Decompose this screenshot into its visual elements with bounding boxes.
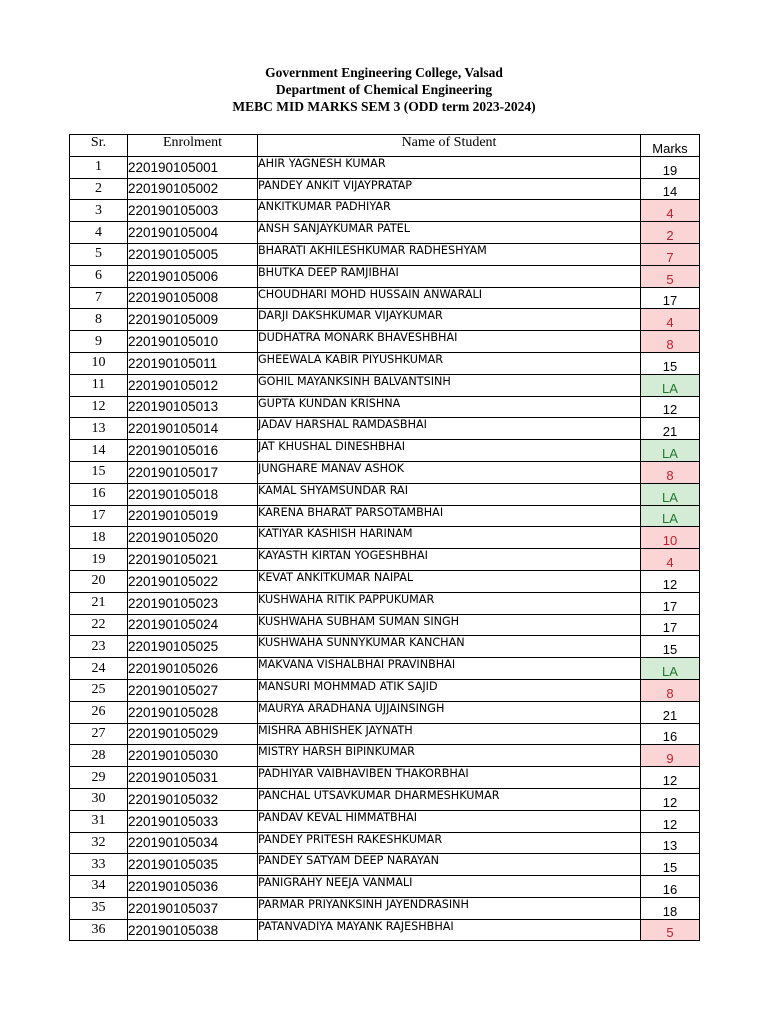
sr-cell: 23 xyxy=(70,636,128,658)
table-row xyxy=(70,331,700,353)
marks-cell: 18 xyxy=(641,897,700,919)
student-name-cell: DUDHATRA MONARK BHAVESHBHAI xyxy=(258,331,641,353)
student-name-cell: PANCHAL UTSAVKUMAR DHARMESHKUMAR xyxy=(258,788,641,810)
sr-cell: 36 xyxy=(70,919,128,941)
student-name-cell: JAT KHUSHAL DINESHBHAI xyxy=(258,440,641,462)
marks-cell: 12 xyxy=(641,810,700,832)
marks-cell: 13 xyxy=(641,832,700,854)
column-header-enrolment: Enrolment xyxy=(128,135,258,157)
table-row xyxy=(70,614,700,636)
enrolment-cell: 220190105003 xyxy=(128,200,258,222)
table-row xyxy=(70,461,700,483)
table-row xyxy=(70,897,700,919)
student-name-cell: KAYASTH KIRTAN YOGESHBHAI xyxy=(258,549,641,571)
marks-cell: 16 xyxy=(641,723,700,745)
sr-cell: 25 xyxy=(70,679,128,701)
table-row xyxy=(70,854,700,876)
enrolment-cell: 220190105021 xyxy=(128,549,258,571)
enrolment-cell: 220190105005 xyxy=(128,243,258,265)
table-row xyxy=(70,810,700,832)
column-header-marks: Marks xyxy=(641,135,700,157)
table-row xyxy=(70,418,700,440)
sr-cell: 13 xyxy=(70,418,128,440)
student-name-cell: KEVAT ANKITKUMAR NAIPAL xyxy=(258,570,641,592)
table-row xyxy=(70,440,700,462)
marks-cell: 12 xyxy=(641,396,700,418)
college-name: Government Engineering College, Valsad xyxy=(265,65,503,80)
marks-table xyxy=(69,134,700,941)
marks-cell: 5 xyxy=(641,265,700,287)
sr-cell: 15 xyxy=(70,461,128,483)
table-row xyxy=(70,287,700,309)
table-row xyxy=(70,505,700,527)
marks-cell: LA xyxy=(641,505,700,527)
enrolment-cell: 220190105020 xyxy=(128,527,258,549)
table-row xyxy=(70,265,700,287)
marks-cell: 17 xyxy=(641,614,700,636)
student-name-cell: KUSHWAHA RITIK PAPPUKUMAR xyxy=(258,592,641,614)
enrolment-cell: 220190105022 xyxy=(128,570,258,592)
sr-cell: 26 xyxy=(70,701,128,723)
marks-cell: 12 xyxy=(641,788,700,810)
table-row xyxy=(70,527,700,549)
enrolment-cell: 220190105008 xyxy=(128,287,258,309)
sr-cell: 21 xyxy=(70,592,128,614)
student-name-cell: KATIYAR KASHISH HARINAM xyxy=(258,527,641,549)
sr-cell: 12 xyxy=(70,396,128,418)
enrolment-cell: 220190105002 xyxy=(128,178,258,200)
enrolment-cell: 220190105025 xyxy=(128,636,258,658)
table-row xyxy=(70,374,700,396)
sr-cell: 6 xyxy=(70,265,128,287)
student-name-cell: GUPTA KUNDAN KRISHNA xyxy=(258,396,641,418)
student-name-cell: PANDEY ANKIT VIJAYPRATAP xyxy=(258,178,641,200)
marks-cell: 15 xyxy=(641,854,700,876)
document-header xyxy=(0,64,768,115)
marks-cell: 14 xyxy=(641,178,700,200)
student-name-cell: JADAV HARSHAL RAMDASBHAI xyxy=(258,418,641,440)
enrolment-cell: 220190105028 xyxy=(128,701,258,723)
marks-cell: 4 xyxy=(641,309,700,331)
table-row xyxy=(70,570,700,592)
sr-cell: 5 xyxy=(70,243,128,265)
marks-cell: 12 xyxy=(641,570,700,592)
marks-cell: 21 xyxy=(641,701,700,723)
sr-cell: 17 xyxy=(70,505,128,527)
marks-cell: 7 xyxy=(641,243,700,265)
enrolment-cell: 220190105016 xyxy=(128,440,258,462)
enrolment-cell: 220190105029 xyxy=(128,723,258,745)
column-header-name: Name of Student xyxy=(258,135,641,157)
marks-cell: 19 xyxy=(641,156,700,178)
marks-cell: 2 xyxy=(641,222,700,244)
marks-cell: 4 xyxy=(641,200,700,222)
enrolment-cell: 220190105033 xyxy=(128,810,258,832)
document-title: MEBC MID MARKS SEM 3 (ODD term 2023-2024) xyxy=(232,99,536,114)
sr-cell: 18 xyxy=(70,527,128,549)
enrolment-cell: 220190105027 xyxy=(128,679,258,701)
student-name-cell: PANDEY SATYAM DEEP NARAYAN xyxy=(258,854,641,876)
marks-cell: LA xyxy=(641,440,700,462)
marks-cell: 5 xyxy=(641,919,700,941)
marks-cell: LA xyxy=(641,483,700,505)
student-name-cell: BHUTKA DEEP RAMJIBHAI xyxy=(258,265,641,287)
marks-cell: 8 xyxy=(641,461,700,483)
sr-cell: 35 xyxy=(70,897,128,919)
sr-cell: 33 xyxy=(70,854,128,876)
sr-cell: 27 xyxy=(70,723,128,745)
sr-cell: 22 xyxy=(70,614,128,636)
table-row xyxy=(70,701,700,723)
enrolment-cell: 220190105001 xyxy=(128,156,258,178)
sr-cell: 11 xyxy=(70,374,128,396)
enrolment-cell: 220190105030 xyxy=(128,745,258,767)
sr-cell: 10 xyxy=(70,352,128,374)
sr-cell: 20 xyxy=(70,570,128,592)
student-name-cell: PATANVADIYA MAYANK RAJESHBHAI xyxy=(258,919,641,941)
sr-cell: 7 xyxy=(70,287,128,309)
sr-cell: 1 xyxy=(70,156,128,178)
sr-cell: 34 xyxy=(70,876,128,898)
enrolment-cell: 220190105009 xyxy=(128,309,258,331)
student-name-cell: PADHIYAR VAIBHAVIBEN THAKORBHAI xyxy=(258,767,641,789)
sr-cell: 31 xyxy=(70,810,128,832)
enrolment-cell: 220190105034 xyxy=(128,832,258,854)
enrolment-cell: 220190105032 xyxy=(128,788,258,810)
sr-cell: 8 xyxy=(70,309,128,331)
student-name-cell: PANDAV KEVAL HIMMATBHAI xyxy=(258,810,641,832)
table-row xyxy=(70,788,700,810)
table-row xyxy=(70,200,700,222)
table-row xyxy=(70,243,700,265)
marks-cell: 8 xyxy=(641,679,700,701)
marks-cell: 15 xyxy=(641,352,700,374)
student-name-cell: MAURYA ARADHANA UJJAINSINGH xyxy=(258,701,641,723)
student-name-cell: JUNGHARE MANAV ASHOK xyxy=(258,461,641,483)
enrolment-cell: 220190105017 xyxy=(128,461,258,483)
sr-cell: 28 xyxy=(70,745,128,767)
student-name-cell: KAMAL SHYAMSUNDAR RAI xyxy=(258,483,641,505)
department-name: Department of Chemical Engineering xyxy=(275,82,493,97)
marks-cell: 16 xyxy=(641,876,700,898)
sr-cell: 14 xyxy=(70,440,128,462)
enrolment-cell: 220190105012 xyxy=(128,374,258,396)
table-row xyxy=(70,679,700,701)
enrolment-cell: 220190105037 xyxy=(128,897,258,919)
enrolment-cell: 220190105010 xyxy=(128,331,258,353)
student-name-cell: GHEEWALA KABIR PIYUSHKUMAR xyxy=(258,352,641,374)
student-name-cell: CHOUDHARI MOHD HUSSAIN ANWARALI xyxy=(258,287,641,309)
table-row xyxy=(70,876,700,898)
table-header-row xyxy=(70,135,700,157)
sr-cell: 19 xyxy=(70,549,128,571)
table-row xyxy=(70,832,700,854)
sr-cell: 32 xyxy=(70,832,128,854)
marks-cell: 10 xyxy=(641,527,700,549)
enrolment-cell: 220190105018 xyxy=(128,483,258,505)
student-name-cell: BHARATI AKHILESHKUMAR RADHESHYAM xyxy=(258,243,641,265)
enrolment-cell: 220190105038 xyxy=(128,919,258,941)
table-row xyxy=(70,549,700,571)
sr-cell: 16 xyxy=(70,483,128,505)
student-name-cell: ANKITKUMAR PADHIYAR xyxy=(258,200,641,222)
student-name-cell: KUSHWAHA SUNNYKUMAR KANCHAN xyxy=(258,636,641,658)
student-name-cell: MISTRY HARSH BIPINKUMAR xyxy=(258,745,641,767)
table-row xyxy=(70,592,700,614)
student-name-cell: PARMAR PRIYANKSINH JAYENDRASINH xyxy=(258,897,641,919)
table-row xyxy=(70,745,700,767)
enrolment-cell: 220190105023 xyxy=(128,592,258,614)
column-header-sr: Sr. xyxy=(70,135,128,157)
marks-cell: 9 xyxy=(641,745,700,767)
sr-cell: 24 xyxy=(70,658,128,680)
student-name-cell: KARENA BHARAT PARSOTAMBHAI xyxy=(258,505,641,527)
student-name-cell: AHIR YAGNESH KUMAR xyxy=(258,156,641,178)
sr-cell: 29 xyxy=(70,767,128,789)
table-row xyxy=(70,658,700,680)
sr-cell: 3 xyxy=(70,200,128,222)
enrolment-cell: 220190105019 xyxy=(128,505,258,527)
student-name-cell: MAKVANA VISHALBHAI PRAVINBHAI xyxy=(258,658,641,680)
enrolment-cell: 220190105024 xyxy=(128,614,258,636)
table-row xyxy=(70,767,700,789)
marks-cell: LA xyxy=(641,374,700,396)
student-name-cell: PANDEY PRITESH RAKESHKUMAR xyxy=(258,832,641,854)
table-row xyxy=(70,723,700,745)
student-name-cell: MISHRA ABHISHEK JAYNATH xyxy=(258,723,641,745)
table-row xyxy=(70,178,700,200)
sr-cell: 4 xyxy=(70,222,128,244)
table-row xyxy=(70,156,700,178)
table-row xyxy=(70,309,700,331)
enrolment-cell: 220190105013 xyxy=(128,396,258,418)
student-name-cell: GOHIL MAYANKSINH BALVANTSINH xyxy=(258,374,641,396)
sr-cell: 9 xyxy=(70,331,128,353)
marks-cell: 12 xyxy=(641,767,700,789)
table-row xyxy=(70,636,700,658)
enrolment-cell: 220190105014 xyxy=(128,418,258,440)
marks-cell: 17 xyxy=(641,287,700,309)
student-name-cell: KUSHWAHA SUBHAM SUMAN SINGH xyxy=(258,614,641,636)
marks-cell: 15 xyxy=(641,636,700,658)
table-body xyxy=(70,156,700,941)
marks-cell: 8 xyxy=(641,331,700,353)
table-row xyxy=(70,352,700,374)
enrolment-cell: 220190105035 xyxy=(128,854,258,876)
enrolment-cell: 220190105031 xyxy=(128,767,258,789)
student-name-cell: ANSH SANJAYKUMAR PATEL xyxy=(258,222,641,244)
table-row xyxy=(70,483,700,505)
table-row xyxy=(70,222,700,244)
student-name-cell: MANSURI MOHMMAD ATIK SAJID xyxy=(258,679,641,701)
enrolment-cell: 220190105006 xyxy=(128,265,258,287)
enrolment-cell: 220190105026 xyxy=(128,658,258,680)
sr-cell: 2 xyxy=(70,178,128,200)
sr-cell: 30 xyxy=(70,788,128,810)
marks-cell: 4 xyxy=(641,549,700,571)
student-name-cell: DARJI DAKSHKUMAR VIJAYKUMAR xyxy=(258,309,641,331)
marks-cell: 21 xyxy=(641,418,700,440)
enrolment-cell: 220190105036 xyxy=(128,876,258,898)
enrolment-cell: 220190105004 xyxy=(128,222,258,244)
marks-cell: LA xyxy=(641,658,700,680)
table-row xyxy=(70,396,700,418)
marks-cell: 17 xyxy=(641,592,700,614)
table-row xyxy=(70,919,700,941)
enrolment-cell: 220190105011 xyxy=(128,352,258,374)
student-name-cell: PANIGRAHY NEEJA VANMALI xyxy=(258,876,641,898)
